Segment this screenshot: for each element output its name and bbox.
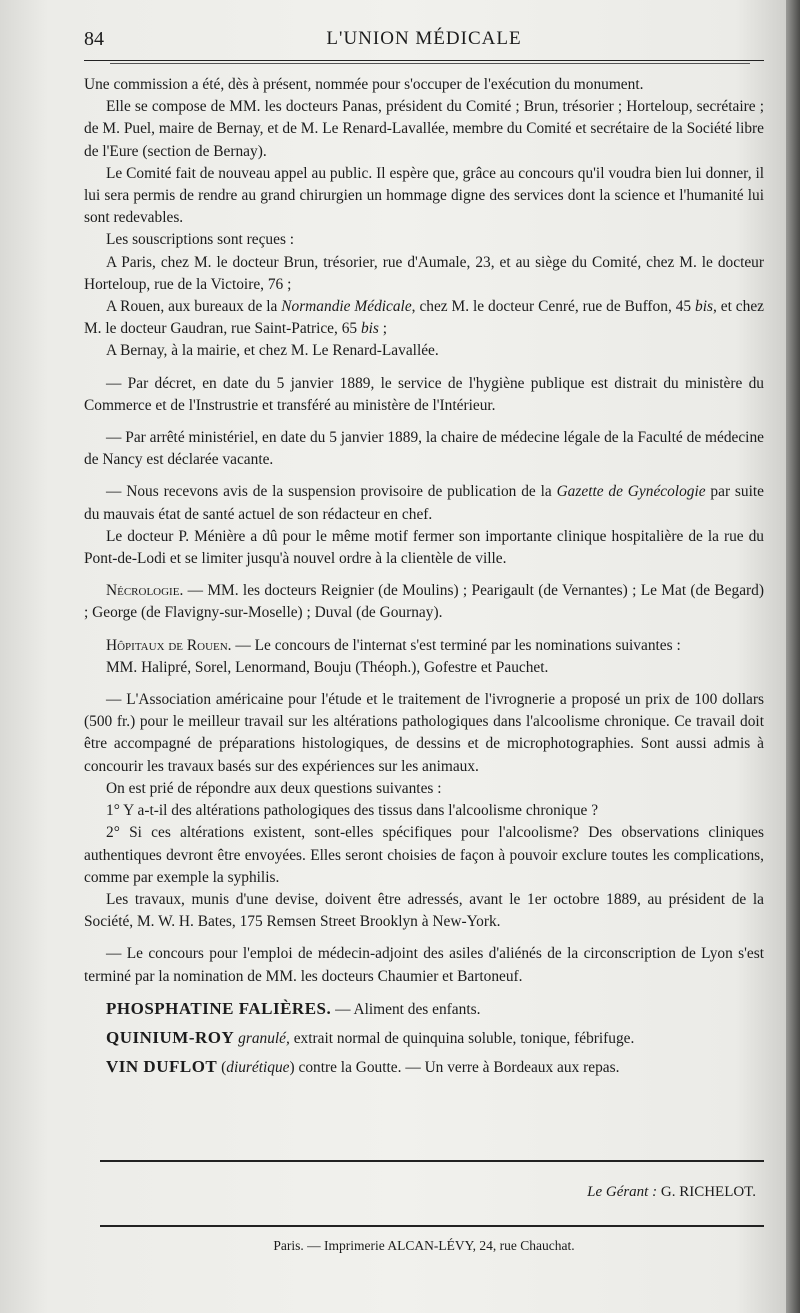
paragraph <box>84 340 764 362</box>
product-name: VIN DUFLOT <box>106 1057 218 1077</box>
paragraph <box>84 296 764 340</box>
text-run: — Le concours pour l'emploi de médecin-adjoint des asiles d'aliénés de la circonscription de Lyon s'est terminé par la nomination de MM. les docteurs Chaumier et Bartoneuf. <box>84 945 764 985</box>
printer-imprint: Paris. — Imprimerie ALCAN-LÉVY, 24, rue Chauchat. <box>273 1238 575 1253</box>
text-run: ; <box>378 320 388 338</box>
text-run: — Par décret, en date du 5 janvier 1889, le service de l'hygiène publique est distrait du ministère du Commerce et de l'Instrustrie et transféré au ministère de l'Intérieur. <box>84 374 764 414</box>
text-run: — Nous recevons avis de la suspension provisoire de publication de la <box>106 483 557 501</box>
running-title: L'UNION MÉDICALE <box>326 28 522 49</box>
page-header <box>84 26 764 56</box>
italic-text: diurétique <box>226 1059 290 1077</box>
text-run: , chez M. le docteur Cenré, rue de Buffon, 45 <box>411 298 696 316</box>
italic-text: granulé, <box>238 1029 290 1047</box>
text-run: Les souscriptions sont reçues : <box>106 231 295 249</box>
advertisement <box>84 1056 764 1079</box>
product-name: QUINIUM-ROY <box>106 1027 235 1047</box>
text-run: — Par arrêté ministériel, en date du 5 janvier 1889, la chaire de médecine légale de la Faculté de médecine de Nancy est déclarée vacante. <box>84 429 764 469</box>
paragraph <box>84 635 764 657</box>
italic-text: Normandie Médicale <box>281 298 412 316</box>
italic-text: Gazette de Gynécologie <box>556 483 706 501</box>
page-number: 84 <box>84 28 104 50</box>
signature-name: G. RICHELOT. <box>660 1184 756 1200</box>
page-spine-shadow <box>786 0 800 1313</box>
text-run: On est prié de répondre aux deux questions suivantes : <box>106 779 442 797</box>
text-run: par suite du mauvais état de santé actuel de son rédacteur en chef. <box>84 483 764 523</box>
paragraph <box>84 96 764 163</box>
paragraph <box>84 74 764 96</box>
signature-label: Le Gérant : <box>587 1184 658 1200</box>
text-run: ) contre la Goutte. — Un verre à Bordeaux aux repas. <box>289 1059 620 1077</box>
text-run: A Bernay, à la mairie, et chez M. Le Renard-Lavallée. <box>106 342 439 360</box>
paragraph <box>84 373 764 417</box>
text-run: — Le concours de l'internat s'est terminé par les nominations suivantes : <box>231 636 681 654</box>
paragraph <box>84 800 764 822</box>
product-name: PHOSPHATINE FALIÈRES. <box>106 998 332 1018</box>
paragraph <box>84 481 764 525</box>
paragraph <box>84 778 764 800</box>
paragraph <box>84 943 764 987</box>
text-run: Une commission a été, dès à présent, nommée pour s'occuper de l'exécution du monument. <box>84 76 644 93</box>
text-run: MM. Halipré, Sorel, Lenormand, Bouju (Théoph.), Gofestre et Pauchet. <box>106 658 549 676</box>
header-rule <box>84 60 764 61</box>
text-run: — Aliment des enfants. <box>331 1000 481 1018</box>
text-run: extrait normal de quinquina soluble, tonique, fébrifuge. <box>289 1029 635 1047</box>
text-run: , et chez M. le docteur Gaudran, rue Saint-Patrice, 65 <box>84 298 764 338</box>
advertisement <box>84 1027 764 1050</box>
paragraph <box>84 163 764 230</box>
text-run: A Paris, chez M. le docteur Brun, trésorier, rue d'Aumale, 23, et au siège du Comité, chez M. le docteur Horteloup, rue de la Victoire, 76 ; <box>84 253 764 293</box>
signature <box>84 1184 756 1201</box>
paragraph <box>84 252 764 296</box>
footer-rule <box>100 1160 764 1162</box>
paragraph <box>84 657 764 679</box>
paragraph <box>84 229 764 251</box>
advertisement <box>84 998 764 1021</box>
text-run: ( <box>217 1059 227 1077</box>
paragraph <box>84 427 764 471</box>
italic-text: bis <box>360 320 379 338</box>
paragraph <box>84 889 764 933</box>
text-run: Les travaux, munis d'une devise, doivent être adressés, avant le 1er octobre 1889, au président de la Société, M. W. H. Bates, 175 Remsen Street Brooklyn à New-York. <box>84 890 764 931</box>
header-rule-thin <box>110 63 750 64</box>
text-run: 2° Si ces altérations existent, sont-elles spécifiques pour l'alcoolisme? Des observations cliniques authentiques devront être envoyées. Elles seront choisies de façon à pouvoir exclure toutes les complications, comme par exemple la syphilis. <box>84 824 764 886</box>
text-run: A Rouen, aux bureaux de la <box>106 298 282 316</box>
text-run: Le Comité fait de nouveau appel au public. Il espère que, grâce au concours qu'il voudra bien lui donner, il lui sera permis de rendre au grand chirurgien un hommage digne des services dont la science et l'humanité lui sont redevables. <box>84 164 764 227</box>
paragraph <box>84 822 764 889</box>
imprint-rule <box>100 1225 764 1227</box>
text-run: 1° Y a-t-il des altérations pathologiques des tissus dans l'alcoolisme chronique ? <box>106 802 599 820</box>
text-run: Le docteur P. Ménière a dû pour le même motif fermer son importante clinique hospitalière de la rue du Pont-de-Lodi et se limiter jusqu'à nouvel ordre à la clientèle de ville. <box>84 527 764 568</box>
text-run: — L'Association américaine pour l'étude et le traitement de l'ivrognerie a proposé un prix de 100 dollars (500 fr.) pour le meilleur travail sur les altérations pathologiques dans l'alcoolisme chronique. Ce travail doit être accompagné de préparations histologiques, de dessins et de microphotographies. Sont aussi admis à concourir les travaux basés sur des expériences sur les animaux. <box>84 691 764 775</box>
article-body <box>84 74 764 1079</box>
paragraph <box>84 580 764 624</box>
italic-text: bis <box>695 298 713 316</box>
paragraph <box>84 526 764 570</box>
text-run: — MM. les docteurs Reignier (de Moulins) ; Pearigault (de Vernantes) ; Le Mat (de Begard) ; George (de Flavigny-sur-Moselle) ; Duval (de Gournay). <box>84 582 764 622</box>
section-heading: Hôpitaux de Rouen. <box>106 636 232 654</box>
paragraph <box>84 689 764 778</box>
text-run: Elle se compose de MM. les docteurs Panas, président du Comité ; Brun, trésorier ; Horteloup, secrétaire ; de M. Puel, maire de Bernay, et de M. Le Renard-Lavallée, membre du Comité et secrétaire de la Société libre de l'Eure (section de Bernay). <box>84 98 764 160</box>
section-heading: Nécrologie. <box>106 582 184 600</box>
